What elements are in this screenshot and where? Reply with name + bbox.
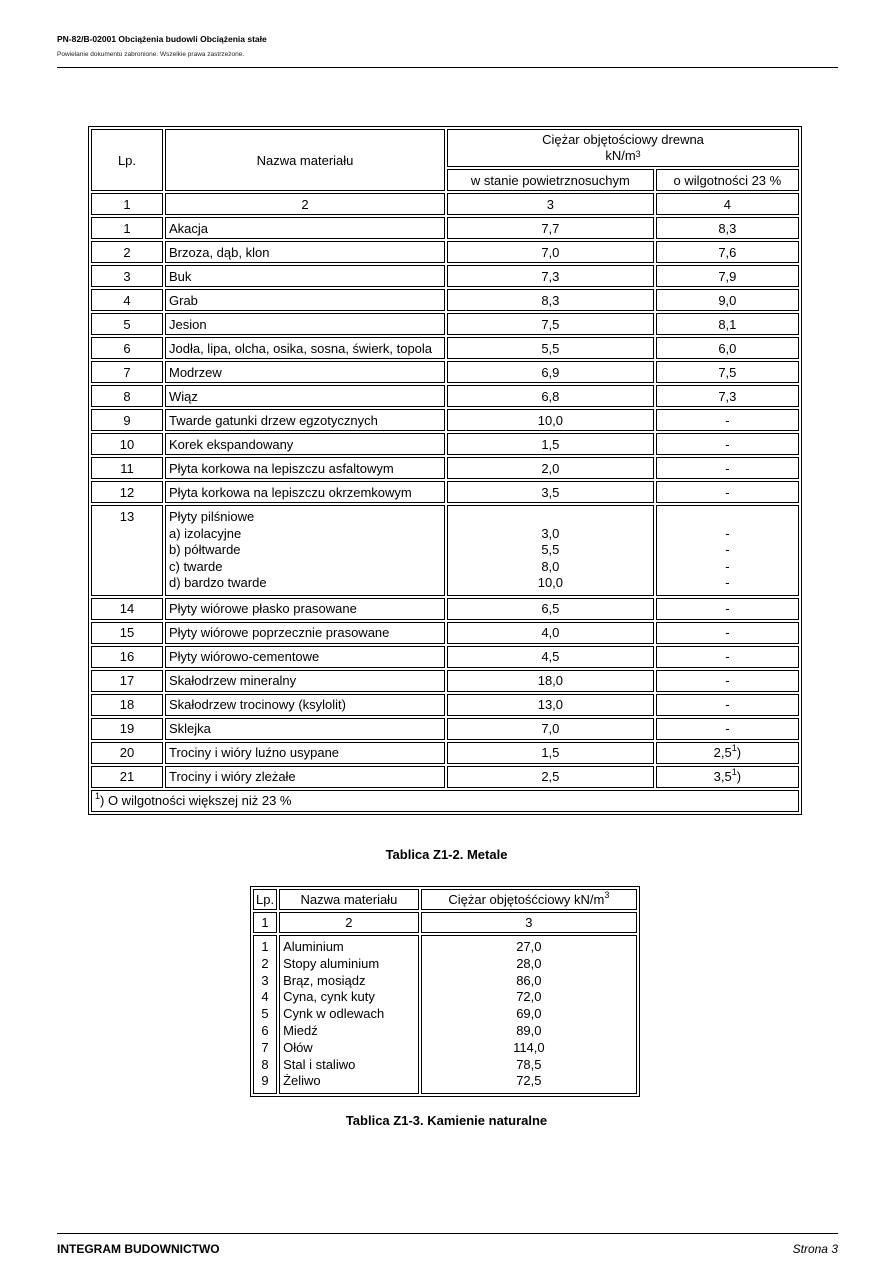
- footnote-marker: 1: [95, 791, 101, 802]
- spacer: [451, 509, 650, 526]
- row-material-name: [165, 505, 445, 596]
- table-row: [91, 481, 799, 503]
- metal-lp-list: [253, 935, 277, 1094]
- metal-value: 114,0: [513, 1039, 545, 1055]
- row-material-name: Grab: [165, 289, 445, 311]
- row-material-name: Płyty wiórowe poprzecznie prasowane: [165, 622, 445, 644]
- table-row: [91, 385, 799, 407]
- row-material-name: Płyty wiórowo-cementowe: [165, 646, 445, 668]
- wet-value: -: [725, 625, 730, 641]
- row-lp: 9: [91, 409, 163, 431]
- row-weight-dry: 4,5: [447, 646, 654, 668]
- wood-weight-table: [88, 126, 802, 815]
- wet-value: 7,3: [718, 388, 737, 404]
- row-material-name: Skałodrzew trocinowy (ksylolit): [165, 694, 445, 716]
- wet-value: -: [725, 484, 730, 500]
- header-lp: Lp.: [91, 129, 163, 191]
- wet-value: -: [725, 721, 730, 737]
- metal-value: 78,5: [516, 1056, 542, 1072]
- wet-value: -: [725, 436, 730, 452]
- metal-value: 27,0: [516, 939, 542, 954]
- column-number: 1: [253, 912, 277, 933]
- header-lp: Lp.: [253, 889, 277, 910]
- header-weight-unit: kN/m: [605, 148, 636, 163]
- row-lp: 18: [91, 694, 163, 716]
- sub-item-dry: 3,0: [541, 525, 560, 541]
- metal-value: 86,0: [516, 972, 542, 988]
- metal-name: Cynk w odlewach: [283, 1006, 385, 1022]
- sub-item-dry: 5,5: [541, 542, 560, 558]
- sub-item-wet: -: [725, 575, 730, 591]
- metal-name: Cyna, cynk kuty: [283, 989, 375, 1005]
- row-material-name: Modrzew: [165, 361, 445, 383]
- header-divider: [57, 67, 838, 68]
- column-number: 2: [279, 912, 419, 933]
- header-wet: o wilgotności 23 %: [656, 169, 799, 191]
- sub-item-wet: -: [725, 542, 730, 558]
- row-weight-wet: [656, 289, 799, 311]
- table-row: [91, 217, 799, 239]
- footer-divider: [57, 1233, 838, 1234]
- table-row: [91, 598, 799, 620]
- column-number: 3: [447, 193, 654, 215]
- metal-value: 28,0: [516, 955, 542, 971]
- row-lp: 8: [91, 385, 163, 407]
- footer-page-number: Strona 3: [792, 1242, 838, 1256]
- wet-value: 6,0: [718, 340, 737, 356]
- row-material-name: Płyty wiórowe płasko prasowane: [165, 598, 445, 620]
- unit-exponent: 3: [635, 149, 641, 159]
- row-weight-dry: 8,3: [447, 289, 654, 311]
- footnote: [91, 790, 799, 812]
- row-lp: 10: [91, 433, 163, 455]
- wet-value: 2,5: [713, 745, 732, 761]
- metal-value: 69,0: [516, 1006, 542, 1022]
- row-lp: 4: [91, 289, 163, 311]
- table-row: [91, 361, 799, 383]
- row-material-name: Trociny i wióry luźno usypane: [165, 742, 445, 764]
- table-row: [91, 313, 799, 335]
- row-weight-wet: [656, 217, 799, 239]
- row-lp: 3: [91, 265, 163, 287]
- row-material-name: Buk: [165, 265, 445, 287]
- column-number-row: [91, 193, 799, 215]
- row-weight-wet: [656, 622, 799, 644]
- header-weight-label: Ciężar objętościowy drewna: [542, 132, 704, 147]
- row-weight-dry: 7,0: [447, 718, 654, 740]
- row-weight-dry: 5,5: [447, 337, 654, 359]
- row-weight-dry: 1,5: [447, 433, 654, 455]
- sub-item-name: c) twarde: [169, 558, 223, 574]
- header-weight: [447, 129, 799, 167]
- wet-value: -: [725, 697, 730, 713]
- metal-lp: 6: [261, 1022, 269, 1038]
- wet-value: -: [725, 460, 730, 476]
- row-lp: 20: [91, 742, 163, 764]
- sub-item-dry: 10,0: [537, 575, 564, 591]
- row-weight-dry: 2,0: [447, 457, 654, 479]
- footer-publisher: INTEGRAM BUDOWNICTWO: [57, 1242, 220, 1256]
- wet-value: 8,1: [718, 316, 737, 332]
- row-weight-wet: [656, 766, 799, 788]
- row-material-name: Jesion: [165, 313, 445, 335]
- row-weight-dry: 7,7: [447, 217, 654, 239]
- table-row: [91, 265, 799, 287]
- copyright-notice: Powielanie dokumentu zabronione. Wszelkie prawa zastrzeżone.: [57, 51, 245, 58]
- metal-name: Aluminium: [283, 939, 344, 954]
- row-weight-wet: [656, 433, 799, 455]
- table-row: [91, 670, 799, 692]
- metal-value: 72,5: [516, 1073, 542, 1089]
- row-weight-wet: [656, 505, 799, 596]
- row-material-name: Akacja: [165, 217, 445, 239]
- sub-item-name: b) półtwarde: [169, 542, 241, 558]
- row-weight-dry: 2,5: [447, 766, 654, 788]
- row-weight-wet: [656, 409, 799, 431]
- row-weight-wet: [656, 241, 799, 263]
- column-number: 3: [421, 912, 637, 933]
- row-lp: 19: [91, 718, 163, 740]
- row-lp: 17: [91, 670, 163, 692]
- wet-value: -: [725, 601, 730, 617]
- row-weight-dry: 6,5: [447, 598, 654, 620]
- row-weight-wet: [656, 265, 799, 287]
- document-title: PN-82/B-02001 Obciążenia budowli Obciążenia stałe: [57, 34, 267, 44]
- row-weight-dry: 6,9: [447, 361, 654, 383]
- row-lp: 2: [91, 241, 163, 263]
- table-row: [91, 457, 799, 479]
- wet-value: 7,9: [718, 268, 737, 284]
- table-row: [91, 409, 799, 431]
- footnote-row: [91, 790, 799, 812]
- spacer: [660, 509, 795, 526]
- row-weight-wet: [656, 457, 799, 479]
- table-row: [91, 337, 799, 359]
- row-material-name: Twarde gatunki drzew egzotycznych: [165, 409, 445, 431]
- row-weight-dry: 6,8: [447, 385, 654, 407]
- table-caption-metale: Tablica Z1-2. Metale: [385, 847, 508, 862]
- row-weight-dry: 10,0: [447, 409, 654, 431]
- footnote-text: ) O wilgotności większej niż 23 %: [100, 793, 292, 809]
- row-weight-wet: [656, 313, 799, 335]
- header-material-name: Nazwa materiału: [165, 129, 445, 191]
- sub-item-name: d) bardzo twarde: [169, 575, 267, 591]
- footnote-marker: 1: [731, 767, 737, 778]
- wet-value: 3,5: [713, 769, 732, 785]
- row-weight-wet: [656, 646, 799, 668]
- metal-lp: 1: [261, 939, 269, 954]
- header-dry: w stanie powietrznosuchym: [447, 169, 654, 191]
- wet-value: 7,5: [718, 364, 737, 380]
- row-weight-wet: [656, 670, 799, 692]
- table-row: [91, 766, 799, 788]
- table-row: [91, 622, 799, 644]
- footnote-marker: 1: [731, 743, 737, 754]
- row-weight-dry: 18,0: [447, 670, 654, 692]
- row-lp: 13: [91, 505, 163, 596]
- row-material-name: Korek ekspandowany: [165, 433, 445, 455]
- metal-lp: 7: [261, 1039, 269, 1055]
- column-number: 4: [656, 193, 799, 215]
- row-weight-dry: 7,3: [447, 265, 654, 287]
- metal-name: Miedź: [283, 1022, 318, 1038]
- wet-value: -: [725, 673, 730, 689]
- row-weight-dry: 3,5: [447, 481, 654, 503]
- footnote-paren: ): [736, 745, 742, 761]
- row-material-name: Płyta korkowa na lepiszczu okrzemkowym: [165, 481, 445, 503]
- row-lp: 16: [91, 646, 163, 668]
- metal-lp: 3: [261, 972, 269, 988]
- row-lp: 7: [91, 361, 163, 383]
- row-weight-dry: [447, 505, 654, 596]
- row-weight-dry: 1,5: [447, 742, 654, 764]
- column-number-row: [253, 912, 637, 933]
- table-caption-kamienie: Tablica Z1-3. Kamienie naturalne: [345, 1113, 548, 1128]
- row-weight-wet: [656, 361, 799, 383]
- row-weight-dry: 7,0: [447, 241, 654, 263]
- wet-value: 8,3: [718, 220, 737, 236]
- wet-value: -: [725, 649, 730, 665]
- header-weight-label: Ciężar objętośćciowy kN/m: [448, 892, 605, 907]
- row-material-name: Skałodrzew mineralny: [165, 670, 445, 692]
- row-weight-wet: [656, 694, 799, 716]
- table-row: [91, 433, 799, 455]
- row-weight-dry: 13,0: [447, 694, 654, 716]
- row-weight-wet: [656, 718, 799, 740]
- row-material-name: Płyta korkowa na lepiszczu asfaltowym: [165, 457, 445, 479]
- row-material-name: Jodła, lipa, olcha, osika, sosna, świerk, topola: [165, 337, 445, 359]
- metal-weight-table: [250, 886, 640, 1097]
- metal-lp: 5: [261, 1006, 269, 1022]
- table-row: [91, 241, 799, 263]
- row-weight-wet: [656, 337, 799, 359]
- wet-value: 7,6: [718, 244, 737, 260]
- metal-name-list: [279, 935, 419, 1094]
- group-title: Płyty pilśniowe: [169, 509, 255, 524]
- sub-item-wet: -: [725, 525, 730, 541]
- metal-name: Stopy aluminium: [283, 955, 380, 971]
- unit-exponent: 3: [604, 890, 610, 900]
- sub-item-dry: 8,0: [541, 558, 560, 574]
- metal-lp: 2: [261, 955, 269, 971]
- column-number: 2: [165, 193, 445, 215]
- row-weight-dry: 4,0: [447, 622, 654, 644]
- wet-value: 9,0: [718, 292, 737, 308]
- metal-name: Brąz, mosiądz: [283, 972, 366, 988]
- sub-item-wet: -: [725, 558, 730, 574]
- row-material-name: Trociny i wióry zleżałe: [165, 766, 445, 788]
- metal-lp: 9: [261, 1073, 269, 1089]
- wet-value: -: [725, 412, 730, 428]
- row-lp: 6: [91, 337, 163, 359]
- table-row-grouped: [91, 505, 799, 596]
- row-lp: 14: [91, 598, 163, 620]
- metal-name: Żeliwo: [283, 1073, 321, 1089]
- table-row: [91, 694, 799, 716]
- metal-value: 89,0: [516, 1022, 542, 1038]
- row-weight-wet: [656, 385, 799, 407]
- footnote-paren: ): [736, 769, 742, 785]
- table-row: [91, 742, 799, 764]
- row-lp: 1: [91, 217, 163, 239]
- row-material-name: Wiąz: [165, 385, 445, 407]
- table-row: [91, 718, 799, 740]
- metal-value: 72,0: [516, 989, 542, 1005]
- row-weight-wet: [656, 598, 799, 620]
- metal-value-list: [421, 935, 637, 1094]
- row-lp: 15: [91, 622, 163, 644]
- metal-name: Ołów: [283, 1039, 313, 1055]
- table-row: [91, 289, 799, 311]
- metal-lp: 8: [261, 1056, 269, 1072]
- row-material-name: Brzoza, dąb, klon: [165, 241, 445, 263]
- header-material-name: Nazwa materiału: [279, 889, 419, 910]
- column-number: 1: [91, 193, 163, 215]
- header-weight: [421, 889, 637, 910]
- row-lp: 21: [91, 766, 163, 788]
- row-weight-wet: [656, 481, 799, 503]
- sub-item-name: a) izolacyjne: [169, 525, 242, 541]
- table-row: [91, 646, 799, 668]
- row-lp: 11: [91, 457, 163, 479]
- row-lp: 12: [91, 481, 163, 503]
- metal-lp: 4: [261, 989, 269, 1005]
- row-lp: 5: [91, 313, 163, 335]
- metal-name: Stal i staliwo: [283, 1056, 356, 1072]
- row-weight-wet: [656, 742, 799, 764]
- row-weight-dry: 7,5: [447, 313, 654, 335]
- metal-list-row: [253, 935, 637, 1094]
- row-material-name: Sklejka: [165, 718, 445, 740]
